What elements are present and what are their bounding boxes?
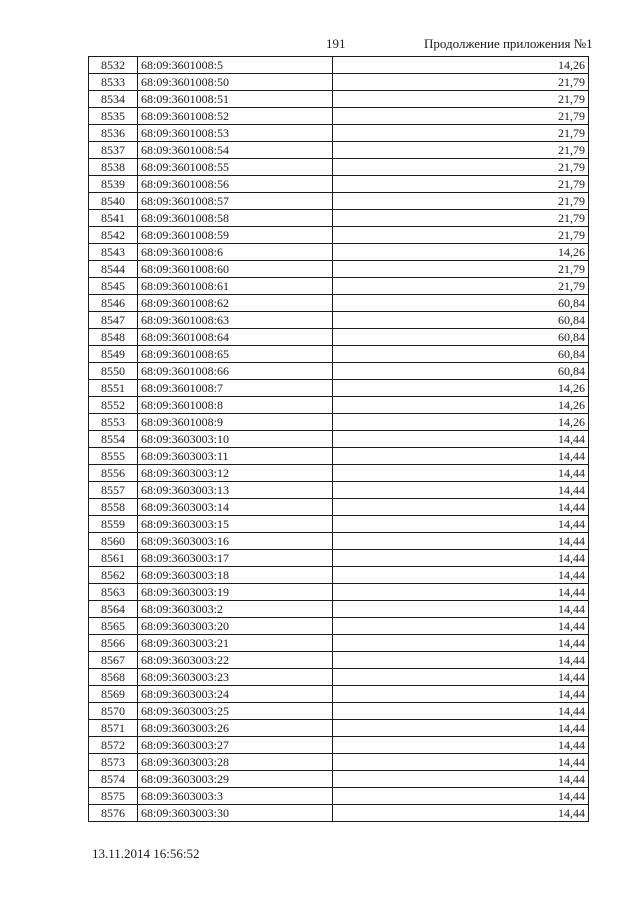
area-value-cell: 14,44	[333, 431, 589, 448]
row-number-cell: 8562	[89, 567, 138, 584]
table-row	[89, 533, 589, 550]
area-value-cell: 14,44	[333, 465, 589, 482]
row-number-cell: 8555	[89, 448, 138, 465]
row-number-cell: 8547	[89, 312, 138, 329]
table-row	[89, 601, 589, 618]
cadastral-number-cell: 68:09:3603003:12	[138, 465, 333, 482]
area-value-cell: 14,44	[333, 788, 589, 805]
row-number-cell: 8532	[89, 57, 138, 74]
table-row	[89, 516, 589, 533]
table-row	[89, 805, 589, 822]
row-number-cell: 8568	[89, 669, 138, 686]
row-number-cell: 8561	[89, 550, 138, 567]
row-number-cell: 8540	[89, 193, 138, 210]
area-value-cell: 14,44	[333, 703, 589, 720]
cadastral-number-cell: 68:09:3601008:59	[138, 227, 333, 244]
cadastral-number-cell: 68:09:3601008:62	[138, 295, 333, 312]
area-value-cell: 14,26	[333, 57, 589, 74]
cadastral-table-wrapper	[88, 56, 589, 822]
table-row	[89, 380, 589, 397]
table-row	[89, 346, 589, 363]
cadastral-number-cell: 68:09:3601008:64	[138, 329, 333, 346]
area-value-cell: 14,44	[333, 720, 589, 737]
table-row	[89, 703, 589, 720]
row-number-cell: 8552	[89, 397, 138, 414]
print-timestamp: 13.11.2014 16:56:52	[92, 846, 200, 861]
row-number-cell: 8553	[89, 414, 138, 431]
table-row	[89, 584, 589, 601]
cadastral-number-cell: 68:09:3603003:10	[138, 431, 333, 448]
area-value-cell: 60,84	[333, 363, 589, 380]
cadastral-number-cell: 68:09:3601008:57	[138, 193, 333, 210]
cadastral-number-cell: 68:09:3601008:54	[138, 142, 333, 159]
cadastral-number-cell: 68:09:3603003:3	[138, 788, 333, 805]
cadastral-number-cell: 68:09:3601008:65	[138, 346, 333, 363]
row-number-cell: 8537	[89, 142, 138, 159]
row-number-cell: 8542	[89, 227, 138, 244]
row-number-cell: 8560	[89, 533, 138, 550]
page-number: 191	[326, 36, 346, 51]
cadastral-number-cell: 68:09:3601008:61	[138, 278, 333, 295]
cadastral-number-cell: 68:09:3603003:23	[138, 669, 333, 686]
area-value-cell: 14,44	[333, 601, 589, 618]
area-value-cell: 14,44	[333, 516, 589, 533]
table-row	[89, 431, 589, 448]
cadastral-number-cell: 68:09:3601008:8	[138, 397, 333, 414]
cadastral-number-cell: 68:09:3603003:26	[138, 720, 333, 737]
cadastral-table	[88, 56, 589, 822]
table-row	[89, 567, 589, 584]
area-value-cell: 21,79	[333, 193, 589, 210]
area-value-cell: 21,79	[333, 176, 589, 193]
cadastral-number-cell: 68:09:3603003:27	[138, 737, 333, 754]
area-value-cell: 14,44	[333, 448, 589, 465]
table-row	[89, 448, 589, 465]
table-row	[89, 125, 589, 142]
area-value-cell: 14,26	[333, 380, 589, 397]
row-number-cell: 8567	[89, 652, 138, 669]
area-value-cell: 14,44	[333, 533, 589, 550]
area-value-cell: 21,79	[333, 278, 589, 295]
cadastral-number-cell: 68:09:3601008:63	[138, 312, 333, 329]
area-value-cell: 60,84	[333, 312, 589, 329]
area-value-cell: 14,44	[333, 550, 589, 567]
area-value-cell: 21,79	[333, 210, 589, 227]
cadastral-number-cell: 68:09:3603003:17	[138, 550, 333, 567]
table-row	[89, 74, 589, 91]
area-value-cell: 21,79	[333, 91, 589, 108]
area-value-cell: 14,44	[333, 652, 589, 669]
area-value-cell: 60,84	[333, 295, 589, 312]
table-row	[89, 771, 589, 788]
row-number-cell: 8554	[89, 431, 138, 448]
area-value-cell: 60,84	[333, 329, 589, 346]
area-value-cell: 14,44	[333, 771, 589, 788]
row-number-cell: 8557	[89, 482, 138, 499]
row-number-cell: 8565	[89, 618, 138, 635]
area-value-cell: 21,79	[333, 74, 589, 91]
table-row	[89, 652, 589, 669]
table-row	[89, 720, 589, 737]
area-value-cell: 21,79	[333, 108, 589, 125]
table-row	[89, 244, 589, 261]
table-row	[89, 363, 589, 380]
area-value-cell: 21,79	[333, 142, 589, 159]
cadastral-number-cell: 68:09:3601008:9	[138, 414, 333, 431]
row-number-cell: 8550	[89, 363, 138, 380]
cadastral-number-cell: 68:09:3603003:20	[138, 618, 333, 635]
row-number-cell: 8543	[89, 244, 138, 261]
row-number-cell: 8546	[89, 295, 138, 312]
area-value-cell: 14,26	[333, 244, 589, 261]
cadastral-number-cell: 68:09:3603003:29	[138, 771, 333, 788]
area-value-cell: 60,84	[333, 346, 589, 363]
cadastral-number-cell: 68:09:3603003:22	[138, 652, 333, 669]
area-value-cell: 14,44	[333, 669, 589, 686]
table-row	[89, 295, 589, 312]
row-number-cell: 8563	[89, 584, 138, 601]
area-value-cell: 14,26	[333, 414, 589, 431]
row-number-cell: 8564	[89, 601, 138, 618]
row-number-cell: 8544	[89, 261, 138, 278]
table-row	[89, 210, 589, 227]
table-row	[89, 176, 589, 193]
cadastral-number-cell: 68:09:3603003:15	[138, 516, 333, 533]
table-row	[89, 482, 589, 499]
area-value-cell: 14,44	[333, 499, 589, 516]
area-value-cell: 14,44	[333, 754, 589, 771]
area-value-cell: 14,44	[333, 618, 589, 635]
table-row	[89, 108, 589, 125]
cadastral-number-cell: 68:09:3601008:52	[138, 108, 333, 125]
table-row	[89, 737, 589, 754]
row-number-cell: 8570	[89, 703, 138, 720]
cadastral-number-cell: 68:09:3601008:66	[138, 363, 333, 380]
table-row	[89, 686, 589, 703]
cadastral-number-cell: 68:09:3603003:25	[138, 703, 333, 720]
table-row	[89, 227, 589, 244]
cadastral-number-cell: 68:09:3603003:21	[138, 635, 333, 652]
area-value-cell: 21,79	[333, 125, 589, 142]
row-number-cell: 8549	[89, 346, 138, 363]
row-number-cell: 8545	[89, 278, 138, 295]
row-number-cell: 8559	[89, 516, 138, 533]
table-row	[89, 329, 589, 346]
table-row	[89, 635, 589, 652]
cadastral-number-cell: 68:09:3601008:6	[138, 244, 333, 261]
row-number-cell: 8573	[89, 754, 138, 771]
cadastral-number-cell: 68:09:3601008:5	[138, 57, 333, 74]
cadastral-number-cell: 68:09:3601008:50	[138, 74, 333, 91]
table-row	[89, 397, 589, 414]
row-number-cell: 8566	[89, 635, 138, 652]
area-value-cell: 14,44	[333, 737, 589, 754]
row-number-cell: 8558	[89, 499, 138, 516]
row-number-cell: 8576	[89, 805, 138, 822]
cadastral-number-cell: 68:09:3603003:16	[138, 533, 333, 550]
row-number-cell: 8538	[89, 159, 138, 176]
row-number-cell: 8534	[89, 91, 138, 108]
table-row	[89, 618, 589, 635]
table-row	[89, 159, 589, 176]
table-row	[89, 414, 589, 431]
table-row	[89, 91, 589, 108]
table-row	[89, 754, 589, 771]
row-number-cell: 8571	[89, 720, 138, 737]
row-number-cell: 8533	[89, 74, 138, 91]
area-value-cell: 21,79	[333, 227, 589, 244]
table-row	[89, 261, 589, 278]
cadastral-number-cell: 68:09:3603003:24	[138, 686, 333, 703]
cadastral-number-cell: 68:09:3603003:30	[138, 805, 333, 822]
row-number-cell: 8551	[89, 380, 138, 397]
area-value-cell: 14,44	[333, 686, 589, 703]
table-row	[89, 142, 589, 159]
row-number-cell: 8541	[89, 210, 138, 227]
cadastral-table-body	[89, 57, 589, 822]
cadastral-number-cell: 68:09:3603003:18	[138, 567, 333, 584]
appendix-continuation-title: Продолжение приложения №1	[424, 36, 593, 51]
cadastral-number-cell: 68:09:3603003:2	[138, 601, 333, 618]
table-row	[89, 193, 589, 210]
area-value-cell: 14,44	[333, 805, 589, 822]
cadastral-number-cell: 68:09:3601008:58	[138, 210, 333, 227]
row-number-cell: 8535	[89, 108, 138, 125]
cadastral-number-cell: 68:09:3603003:14	[138, 499, 333, 516]
cadastral-number-cell: 68:09:3603003:11	[138, 448, 333, 465]
cadastral-number-cell: 68:09:3601008:55	[138, 159, 333, 176]
cadastral-number-cell: 68:09:3601008:53	[138, 125, 333, 142]
row-number-cell: 8536	[89, 125, 138, 142]
row-number-cell: 8572	[89, 737, 138, 754]
row-number-cell: 8575	[89, 788, 138, 805]
table-row	[89, 465, 589, 482]
cadastral-number-cell: 68:09:3603003:13	[138, 482, 333, 499]
area-value-cell: 14,44	[333, 482, 589, 499]
area-value-cell: 14,44	[333, 567, 589, 584]
area-value-cell: 14,44	[333, 635, 589, 652]
area-value-cell: 14,26	[333, 397, 589, 414]
table-row	[89, 788, 589, 805]
area-value-cell: 14,44	[333, 584, 589, 601]
table-row	[89, 57, 589, 74]
table-row	[89, 550, 589, 567]
row-number-cell: 8569	[89, 686, 138, 703]
cadastral-number-cell: 68:09:3601008:51	[138, 91, 333, 108]
cadastral-number-cell: 68:09:3601008:7	[138, 380, 333, 397]
row-number-cell: 8574	[89, 771, 138, 788]
cadastral-number-cell: 68:09:3601008:60	[138, 261, 333, 278]
area-value-cell: 21,79	[333, 261, 589, 278]
cadastral-number-cell: 68:09:3601008:56	[138, 176, 333, 193]
table-row	[89, 669, 589, 686]
row-number-cell: 8539	[89, 176, 138, 193]
cadastral-number-cell: 68:09:3603003:19	[138, 584, 333, 601]
table-row	[89, 499, 589, 516]
row-number-cell: 8556	[89, 465, 138, 482]
cadastral-number-cell: 68:09:3603003:28	[138, 754, 333, 771]
table-row	[89, 312, 589, 329]
area-value-cell: 21,79	[333, 159, 589, 176]
row-number-cell: 8548	[89, 329, 138, 346]
table-row	[89, 278, 589, 295]
